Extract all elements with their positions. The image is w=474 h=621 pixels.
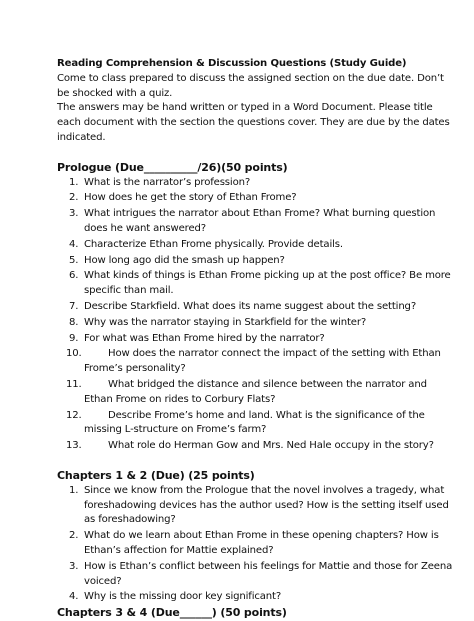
study-guide-page <box>57 57 457 621</box>
question-text: What intrigues the narrator about Ethan Frome? What burning question does he want answered? <box>84 208 436 234</box>
question-text <box>84 410 425 436</box>
section-heading-chapters-3-4: Chapters 3 & 4 (Due______) (50 points) <box>57 606 287 620</box>
question-text: What do we learn about Ethan Frome in these opening chapters? How is Ethan’s affection for Mattie explained? <box>84 530 439 556</box>
question-number: 11. <box>66 378 82 390</box>
question-item <box>57 409 457 439</box>
question-number: 4. <box>69 238 79 250</box>
question-number: 3. <box>69 208 79 220</box>
question-text: For what was Ethan Frome hired by the narrator? <box>84 332 325 344</box>
document-title: Reading Comprehension & Discussion Questions (Study Guide) <box>57 58 407 69</box>
chapters-1-2-question-list <box>57 484 457 605</box>
question-text: Why was the narrator staying in Starkfield for the winter? <box>84 316 367 328</box>
question-item <box>57 316 457 331</box>
question-item <box>57 484 457 528</box>
question-number: 2. <box>69 530 79 542</box>
question-item <box>57 300 457 315</box>
intro-paragraph-2: The answers may be hand written or typed in a Word Document. Please title each document with the section the questions cover. They are due by the dates indicated. <box>57 102 450 143</box>
question-text <box>84 348 441 374</box>
question-item <box>57 439 457 454</box>
section-heading-chapters-1-2: Chapters 1 & 2 (Due) (25 points) <box>57 468 255 482</box>
question-text <box>84 440 434 451</box>
question-number: 4. <box>69 591 79 603</box>
question-item <box>57 191 457 206</box>
question-text-body: How does the narrator connect the impact of the setting with Ethan Frome’s personality? <box>84 348 441 375</box>
question-item <box>57 590 457 605</box>
question-number: 3. <box>69 560 79 572</box>
question-item <box>57 176 457 191</box>
question-item <box>57 378 457 408</box>
question-text: Since we know from the Prologue that the novel involves a tragedy, what foreshadowing devices has the author used? How is the setting itself used as foreshadowing? <box>84 484 449 526</box>
question-number: 13. <box>66 440 82 452</box>
question-item <box>57 332 457 347</box>
question-item <box>57 529 457 559</box>
question-number: 12. <box>66 409 82 421</box>
question-text-body: What role do Herman Gow and Mrs. Ned Hale occupy in the story? <box>108 440 434 452</box>
question-item <box>57 347 457 377</box>
question-item <box>57 560 457 590</box>
question-text: Why is the missing door key significant? <box>84 591 282 603</box>
question-item <box>57 254 457 269</box>
question-item <box>57 238 457 253</box>
question-item <box>57 207 457 237</box>
question-text: What kinds of things is Ethan Frome picking up at the post office? Be more specific than mail. <box>84 270 451 297</box>
intro-block <box>57 72 457 146</box>
question-text: Characterize Ethan Frome physically. Provide details. <box>84 238 343 250</box>
question-item <box>57 269 457 299</box>
question-text: How long ago did the smash up happen? <box>84 254 285 266</box>
question-number: 6. <box>69 270 79 282</box>
question-number: 2. <box>69 192 79 204</box>
question-text: Describe Starkfield. What does its name suggest about the setting? <box>84 300 417 312</box>
question-number: 1. <box>69 176 79 188</box>
intro-paragraph-1: Come to class prepared to discuss the assigned section on the due date. Don’t be shocked with a quiz. <box>57 72 444 99</box>
question-text: What is the narrator’s profession? <box>84 176 251 188</box>
section-heading-prologue: Prologue (Due__________/26)(50 points) <box>57 160 288 174</box>
question-number: 10. <box>66 348 82 360</box>
question-text-body: What bridged the distance and silence between the narrator and Ethan Frome on rides to Corbury Flats? <box>84 378 427 405</box>
question-number: 7. <box>69 300 79 312</box>
question-text-body: Describe Frome’s home and land. What is the significance of the missing L-structure on Frome’s farm? <box>84 409 425 436</box>
question-number: 1. <box>69 484 79 496</box>
prologue-question-list <box>57 176 457 454</box>
question-number: 9. <box>69 332 79 344</box>
question-number: 5. <box>69 254 79 266</box>
question-number: 8. <box>69 316 79 328</box>
question-text: How is Ethan’s conflict between his feelings for Mattie and those for Zeena voiced? <box>84 560 453 587</box>
question-text <box>84 379 427 405</box>
question-text: How does he get the story of Ethan Frome? <box>84 192 297 204</box>
